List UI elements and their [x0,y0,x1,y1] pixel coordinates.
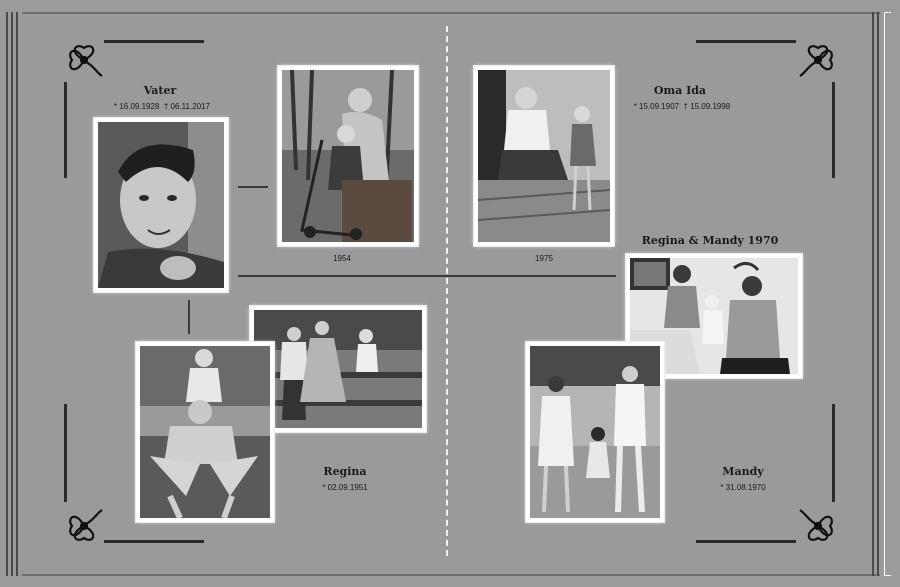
person-dates-oma: * 15.09.1907 † 15.09.1998 [633,102,731,111]
photo-vater-portrait [94,118,228,292]
photo-1954-child-with-scooter [278,66,418,246]
flourish-ornament-icon [796,504,840,548]
flourish-ornament-icon [796,38,840,82]
photo-year-1954: 1954 [333,254,351,263]
flourish-ornament-icon [62,504,106,548]
ornament-bar [104,40,204,43]
person-name-vater: Vater [143,84,177,97]
tree-connector [238,275,616,277]
person-name-regina: Regina [323,465,367,478]
ornament-bar [832,404,835,502]
ornament-bar [64,404,67,502]
caption-regina-mandy: Regina & Mandy 1970 [641,234,779,247]
photo-man-with-child-on-shoulders [136,342,274,522]
center-fold-line [446,26,448,556]
photo-family-street [526,342,664,522]
ornament-bar [696,40,796,43]
photo-1975-oma-with-child [474,66,614,246]
tree-connector [188,300,190,334]
photo-family-on-bench [250,306,426,432]
ornament-bar [832,82,835,178]
left-spine-lines [6,12,20,576]
ornament-bar [64,82,67,178]
tree-connector [238,186,268,188]
person-dates-regina: * 02.09.1951 [322,483,368,492]
page-margin [884,12,891,576]
ornament-bar [696,540,796,543]
person-name-mandy: Mandy [722,465,764,478]
person-name-oma: Oma Ida [653,84,707,97]
photo-year-1975: 1975 [535,254,553,263]
flourish-ornament-icon [62,38,106,82]
person-dates-vater: * 16.09.1928 † 06.11.2017 [114,102,210,111]
person-dates-mandy: * 31.08.1970 [720,483,766,492]
ornament-bar [104,540,204,543]
